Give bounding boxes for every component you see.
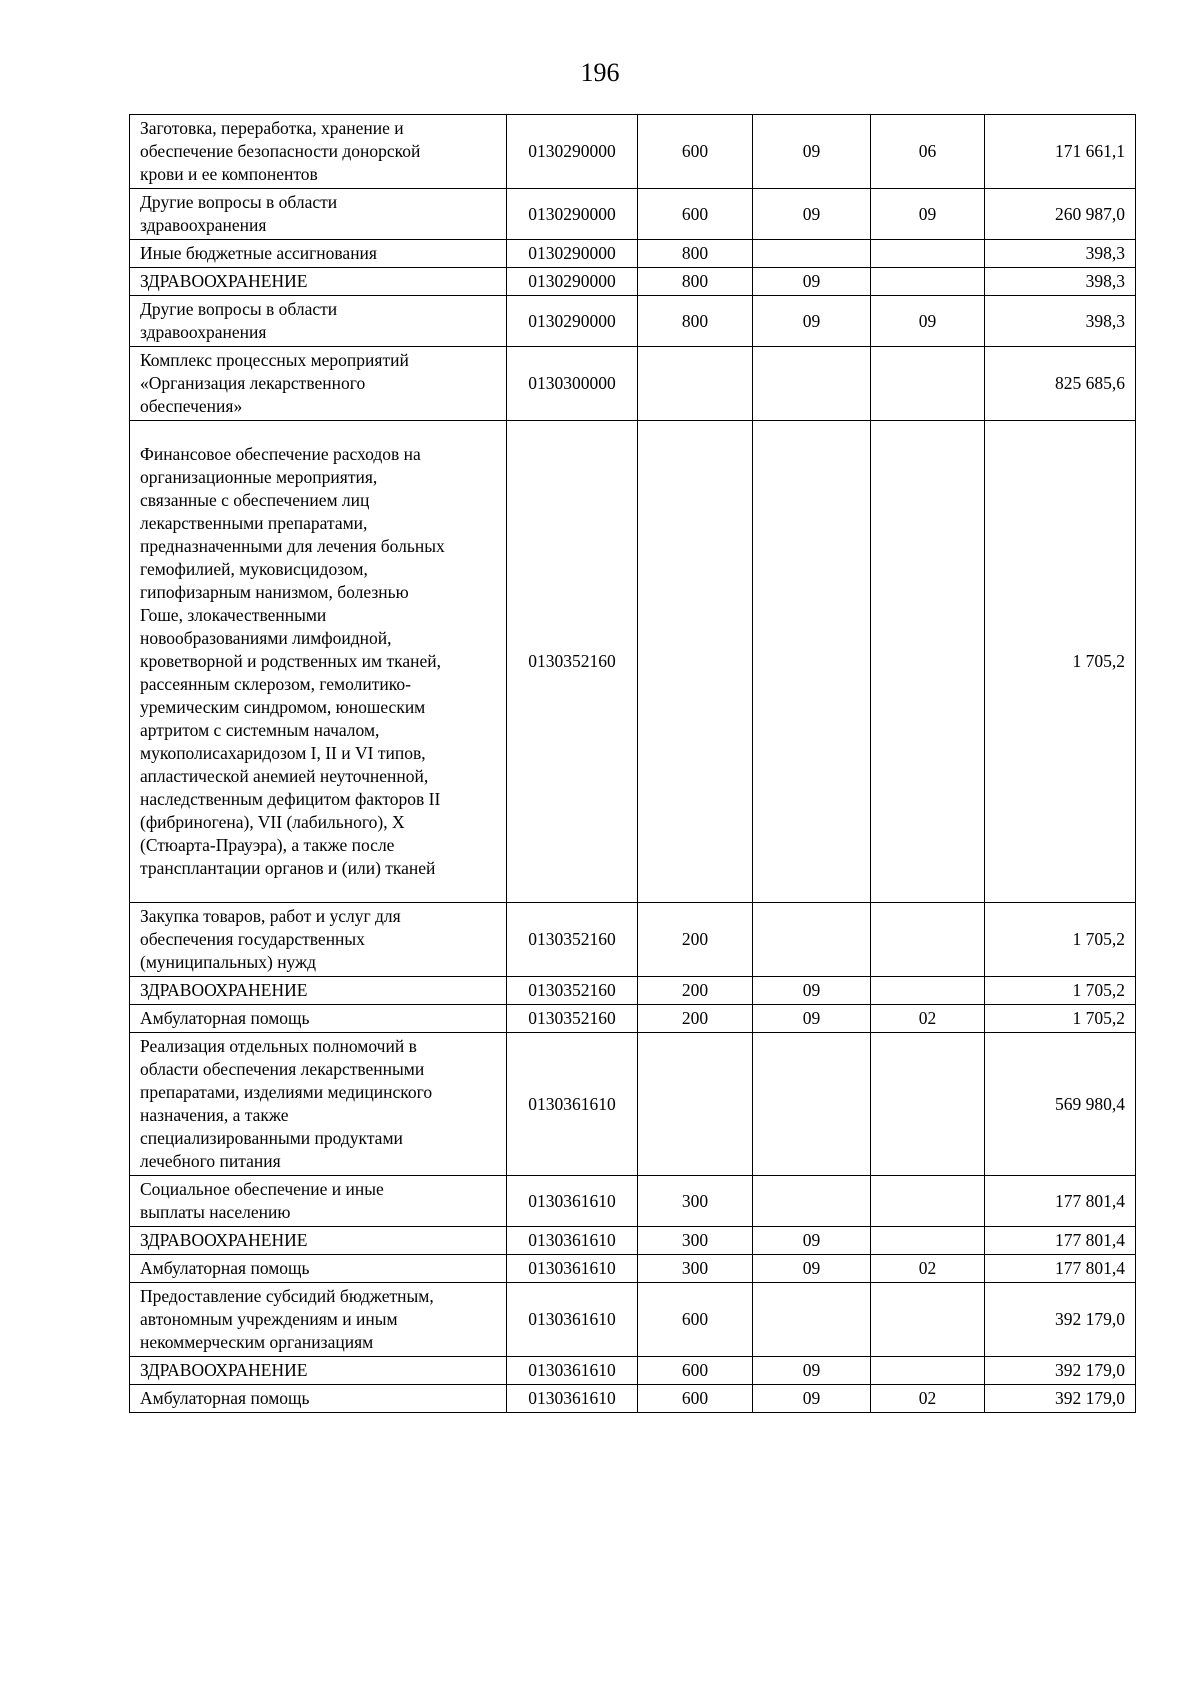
table-row: [130, 296, 1136, 347]
target-code-text: 0130361610: [528, 1388, 616, 1408]
item-name-cell: [130, 1227, 507, 1255]
section-cell: [753, 903, 871, 977]
table-row: [130, 977, 1136, 1005]
item-name-text: ЗДРАВООХРАНЕНИЕ: [140, 271, 308, 291]
budget-table-body: [130, 115, 1136, 1413]
target-code-text: 0130361610: [528, 1360, 616, 1380]
item-name-text: Амбулаторная помощь: [140, 1388, 310, 1408]
section-cell: [753, 347, 871, 421]
subsection-cell: [871, 1357, 985, 1385]
item-name-text: Другие вопросы в области здравоохранения: [140, 192, 338, 235]
expense-type-cell: [638, 296, 753, 347]
item-name-text: Амбулаторная помощь: [140, 1008, 310, 1028]
amount-text: 398,3: [1085, 310, 1125, 331]
amount-text: 1 705,2: [1072, 929, 1125, 949]
target-code-cell: [507, 1005, 638, 1033]
amount-cell: [985, 977, 1136, 1005]
item-name-cell: [130, 240, 507, 268]
section-text: 09: [802, 271, 821, 291]
item-name-text: ЗДРАВООХРАНЕНИЕ: [140, 1360, 308, 1380]
subsection-cell: [871, 1227, 985, 1255]
expense-type-text: 600: [681, 1388, 709, 1408]
subsection-cell: [871, 296, 985, 347]
amount-text: 398,3: [1085, 243, 1125, 263]
target-code-text: 0130361610: [528, 1309, 616, 1329]
section-text: 09: [802, 203, 821, 224]
section-cell: [753, 1255, 871, 1283]
section-cell: [753, 1357, 871, 1385]
expense-type-text: 600: [681, 1360, 709, 1380]
target-code-cell: [507, 115, 638, 189]
table-row: [130, 189, 1136, 240]
target-code-text: 0130290000: [528, 243, 616, 263]
expense-type-text: 200: [681, 980, 709, 1000]
expense-type-text: 600: [681, 141, 709, 161]
amount-text: 569 980,4: [1055, 1093, 1125, 1114]
table-row: [130, 1255, 1136, 1283]
subsection-text: 02: [918, 1008, 937, 1028]
item-name-cell: [130, 296, 507, 347]
section-cell: [753, 1227, 871, 1255]
target-code-cell: [507, 1033, 638, 1176]
expense-type-cell: [638, 977, 753, 1005]
section-cell: [753, 268, 871, 296]
item-name-cell: [130, 903, 507, 977]
subsection-cell: [871, 1255, 985, 1283]
amount-cell: [985, 903, 1136, 977]
subsection-cell: [871, 1283, 985, 1357]
item-name-text: Реализация отдельных полномочий в области обеспечения лекарственными препаратами, изделиями медицинского назначения, а также специализированными продуктами лечебного питания: [140, 1036, 433, 1171]
expense-type-text: 300: [681, 1258, 709, 1278]
amount-cell: [985, 1033, 1136, 1176]
expense-type-text: 200: [681, 929, 709, 949]
expense-type-cell: [638, 1385, 753, 1413]
table-row: [130, 240, 1136, 268]
expense-type-text: 200: [681, 1008, 709, 1028]
amount-cell: [985, 1357, 1136, 1385]
section-cell: [753, 1005, 871, 1033]
amount-cell: [985, 296, 1136, 347]
expense-type-text: 600: [681, 1309, 709, 1329]
subsection-cell: [871, 240, 985, 268]
amount-cell: [985, 1385, 1136, 1413]
expense-type-cell: [638, 115, 753, 189]
expense-type-cell: [638, 1227, 753, 1255]
table-row: [130, 1357, 1136, 1385]
item-name-cell: [130, 1033, 507, 1176]
section-text: 09: [802, 310, 821, 331]
target-code-cell: [507, 903, 638, 977]
target-code-cell: [507, 1255, 638, 1283]
expense-type-cell: [638, 421, 753, 903]
target-code-text: 0130352160: [528, 929, 616, 949]
target-code-cell: [507, 240, 638, 268]
subsection-cell: [871, 115, 985, 189]
amount-cell: [985, 1005, 1136, 1033]
item-name-cell: [130, 189, 507, 240]
section-cell: [753, 1033, 871, 1176]
item-name-cell: [130, 115, 507, 189]
amount-text: 171 661,1: [1055, 141, 1125, 161]
subsection-cell: [871, 189, 985, 240]
amount-cell: [985, 1255, 1136, 1283]
item-name-cell: [130, 1385, 507, 1413]
target-code-text: 0130361610: [528, 1230, 616, 1250]
expense-type-text: 600: [681, 203, 709, 224]
budget-table: [129, 114, 1136, 1413]
section-cell: [753, 240, 871, 268]
item-name-text: Социальное обеспечение и иные выплаты населению: [140, 1179, 384, 1222]
expense-type-cell: [638, 240, 753, 268]
subsection-cell: [871, 1005, 985, 1033]
subsection-text: 09: [918, 203, 937, 224]
item-name-text: Иные бюджетные ассигнования: [140, 243, 377, 263]
section-text: 09: [802, 1258, 821, 1278]
amount-text: 260 987,0: [1055, 203, 1125, 224]
expense-type-text: 800: [681, 243, 709, 263]
target-code-text: 0130290000: [528, 310, 616, 331]
expense-type-cell: [638, 1005, 753, 1033]
table-row: [130, 421, 1136, 903]
amount-text: 398,3: [1085, 271, 1125, 291]
subsection-cell: [871, 1385, 985, 1413]
target-code-cell: [507, 421, 638, 903]
target-code-cell: [507, 1385, 638, 1413]
table-row: [130, 1005, 1136, 1033]
expense-type-cell: [638, 189, 753, 240]
expense-type-text: 300: [681, 1230, 709, 1250]
section-text: 09: [802, 1360, 821, 1380]
expense-type-cell: [638, 1176, 753, 1227]
target-code-cell: [507, 296, 638, 347]
amount-cell: [985, 421, 1136, 903]
table-row: [130, 1283, 1136, 1357]
section-cell: [753, 115, 871, 189]
item-name-cell: [130, 1005, 507, 1033]
target-code-text: 0130352160: [528, 1008, 616, 1028]
subsection-cell: [871, 903, 985, 977]
target-code-text: 0130290000: [528, 203, 616, 224]
target-code-cell: [507, 1176, 638, 1227]
expense-type-cell: [638, 1255, 753, 1283]
subsection-cell: [871, 421, 985, 903]
subsection-cell: [871, 1176, 985, 1227]
expense-type-cell: [638, 347, 753, 421]
subsection-text: 06: [918, 141, 937, 161]
target-code-text: 0130352160: [528, 651, 616, 671]
target-code-text: 0130352160: [528, 980, 616, 1000]
target-code-cell: [507, 1357, 638, 1385]
target-code-text: 0130361610: [528, 1093, 616, 1114]
target-code-cell: [507, 347, 638, 421]
item-name-text: Другие вопросы в области здравоохранения: [140, 299, 338, 342]
item-name-text: Амбулаторная помощь: [140, 1258, 310, 1278]
table-row: [130, 268, 1136, 296]
section-cell: [753, 421, 871, 903]
amount-text: 392 179,0: [1055, 1309, 1125, 1329]
section-text: 09: [802, 1230, 821, 1250]
item-name-cell: [130, 347, 507, 421]
expense-type-text: 800: [681, 271, 709, 291]
item-name-text: Закупка товаров, работ и услуг для обеспечения государственных (муниципальных) нужд: [140, 906, 401, 972]
section-text: 09: [802, 1388, 821, 1408]
amount-text: 177 801,4: [1055, 1230, 1125, 1250]
section-cell: [753, 977, 871, 1005]
amount-text: 177 801,4: [1055, 1190, 1125, 1211]
subsection-text: 02: [918, 1258, 937, 1278]
target-code-text: 0130290000: [528, 271, 616, 291]
subsection-cell: [871, 977, 985, 1005]
section-cell: [753, 1176, 871, 1227]
target-code-cell: [507, 977, 638, 1005]
item-name-text: Комплекс процессных мероприятий «Организация лекарственного обеспечения»: [140, 350, 409, 416]
amount-text: 825 685,6: [1055, 373, 1125, 393]
table-row: [130, 1176, 1136, 1227]
expense-type-cell: [638, 1357, 753, 1385]
amount-cell: [985, 240, 1136, 268]
amount-cell: [985, 115, 1136, 189]
table-row: [130, 903, 1136, 977]
target-code-cell: [507, 1227, 638, 1255]
item-name-cell: [130, 1176, 507, 1227]
section-cell: [753, 1283, 871, 1357]
target-code-cell: [507, 268, 638, 296]
subsection-text: 09: [918, 310, 937, 331]
item-name-cell: [130, 1283, 507, 1357]
item-name-cell: [130, 1255, 507, 1283]
expense-type-cell: [638, 903, 753, 977]
expense-type-cell: [638, 1283, 753, 1357]
amount-cell: [985, 1227, 1136, 1255]
table-row: [130, 1227, 1136, 1255]
amount-cell: [985, 347, 1136, 421]
item-name-cell: [130, 421, 507, 903]
item-name-cell: [130, 268, 507, 296]
section-cell: [753, 189, 871, 240]
expense-type-cell: [638, 1033, 753, 1176]
target-code-text: 0130290000: [528, 141, 616, 161]
section-text: 09: [802, 141, 821, 161]
item-name-text: ЗДРАВООХРАНЕНИЕ: [140, 980, 308, 1000]
item-name-cell: [130, 977, 507, 1005]
amount-cell: [985, 1176, 1136, 1227]
target-code-text: 0130361610: [528, 1258, 616, 1278]
target-code-text: 0130300000: [528, 373, 616, 393]
item-name-cell: [130, 1357, 507, 1385]
section-text: 09: [802, 1008, 821, 1028]
amount-text: 1 705,2: [1072, 651, 1125, 671]
table-row: [130, 115, 1136, 189]
subsection-cell: [871, 1033, 985, 1176]
section-cell: [753, 1385, 871, 1413]
amount-cell: [985, 1283, 1136, 1357]
amount-text: 392 179,0: [1055, 1360, 1125, 1380]
target-code-text: 0130361610: [528, 1190, 616, 1211]
item-name-text: Предоставление субсидий бюджетным, автономным учреждениям и иным некоммерческим организациям: [140, 1286, 434, 1352]
item-name-text: Финансовое обеспечение расходов на организационные мероприятия, связанные с обеспечением лиц лекарственными препаратами, предназначенными для лечения больных гемофилией, муковисцидозом, гипофизарным нанизмом, болезнью Гоше, злокачественными новообразованиями лимфоидной, кроветворной и родственных им тканей, рассеянным склерозом, гемолитико- уремическим синдромом, юношеским артритом с системным началом, мукополисахаридозом I, II и VI типов, апластической анемией неуточненной, наследственным дефицитом факторов II (фибриногена), VII (лабильного), X (Стюарта-Прауэра), а также после трансплантации органов и (или) тканей: [140, 444, 445, 878]
expense-type-text: 800: [681, 310, 709, 331]
target-code-cell: [507, 189, 638, 240]
expense-type-text: 300: [681, 1190, 709, 1211]
amount-text: 1 705,2: [1072, 980, 1125, 1000]
table-row: [130, 1033, 1136, 1176]
section-cell: [753, 296, 871, 347]
subsection-cell: [871, 347, 985, 421]
subsection-cell: [871, 268, 985, 296]
table-row: [130, 1385, 1136, 1413]
amount-text: 392 179,0: [1055, 1388, 1125, 1408]
item-name-text: Заготовка, переработка, хранение и обеспечение безопасности донорской крови и ее компонентов: [140, 118, 421, 184]
expense-type-cell: [638, 268, 753, 296]
amount-text: 177 801,4: [1055, 1258, 1125, 1278]
target-code-cell: [507, 1283, 638, 1357]
item-name-text: ЗДРАВООХРАНЕНИЕ: [140, 1230, 308, 1250]
table-row: [130, 347, 1136, 421]
page-number: 196: [580, 58, 620, 87]
amount-cell: [985, 189, 1136, 240]
section-text: 09: [802, 980, 821, 1000]
amount-cell: [985, 268, 1136, 296]
subsection-text: 02: [918, 1388, 937, 1408]
amount-text: 1 705,2: [1072, 1008, 1125, 1028]
